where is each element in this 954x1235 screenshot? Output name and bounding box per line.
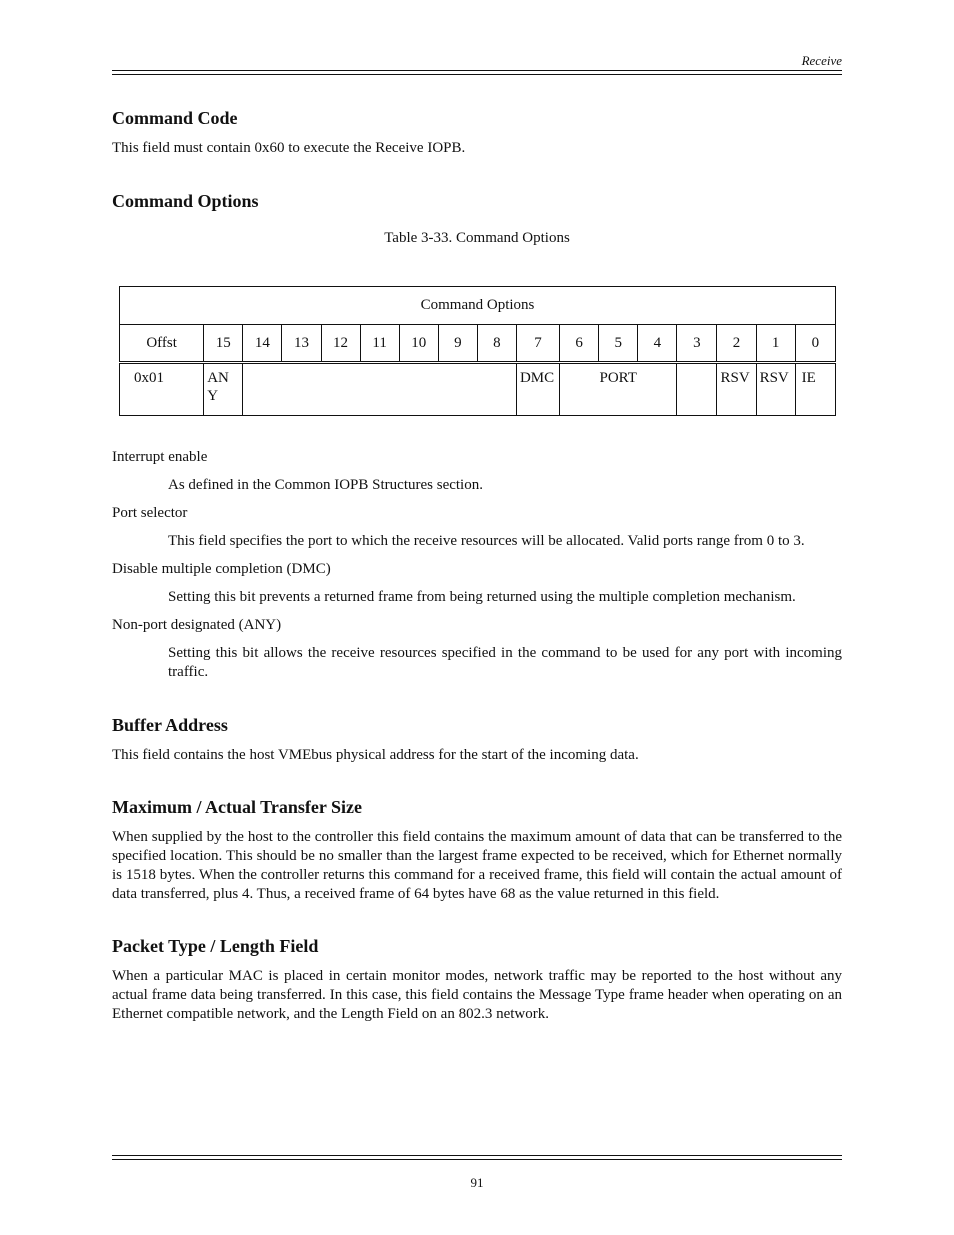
table-title-cell: Command Options <box>120 287 836 325</box>
bit-header-offst: Offst <box>120 325 204 363</box>
bit-header-15: 15 <box>204 325 243 363</box>
buffer-address-text: This field contains the host VMEbus physical address for the start of the incoming data. <box>112 747 639 763</box>
header-rule <box>112 70 842 75</box>
table-title-row <box>120 287 836 325</box>
def-desc-dmc: Setting this bit prevents a returned frame from being returned using the multiple completion mechanism. <box>168 589 796 605</box>
packet-type-text: When a particular MAC is placed in certain monitor modes, network traffic may be reported to the host without any actual frame data being transferred. In this case, this field contains the Message Type frame header when operating on an Ethernet compatible network, and the Length Field on an 802.3 network. <box>112 968 842 1022</box>
def-desc-interrupt-enable: As defined in the Common IOPB Structures section. <box>168 477 483 493</box>
bit-header-0: 0 <box>795 325 835 363</box>
bit-header-4: 4 <box>638 325 677 363</box>
cell-ie: IE <box>795 363 835 416</box>
footer-rule <box>112 1155 842 1160</box>
bit-header-6: 6 <box>560 325 599 363</box>
heading-buffer-address: Buffer Address <box>112 715 228 735</box>
def-term-interrupt-enable: Interrupt enable <box>112 449 208 465</box>
page-number: 91 <box>470 1175 484 1190</box>
bit-header-1: 1 <box>756 325 795 363</box>
bit-header-8: 8 <box>477 325 516 363</box>
bit-header-12: 12 <box>321 325 360 363</box>
command-code-text: This field must contain 0x60 to execute the Receive IOPB. <box>112 140 466 156</box>
cell-bit3 <box>677 363 717 416</box>
def-desc-port-selector: This field specifies the port to which the receive resources will be allocated. Valid ports range from 0 to 3. <box>168 533 805 549</box>
bit-header-9: 9 <box>438 325 477 363</box>
heading-command-code: Command Code <box>112 108 238 128</box>
command-options-table <box>119 286 836 416</box>
def-term-port-selector: Port selector <box>112 505 188 521</box>
table-bit-header-row <box>120 325 836 363</box>
transfer-size-text: When supplied by the host to the controller this field contains the maximum amount of data that can be transferred to the specified location. This should be no smaller than the largest frame expected to be received, which for Ethernet normally is 1518 bytes. When the controller returns this command for a received frame, this field will contain the actual amount of data transferred, plus 4. Thus, a received frame of 64 bytes have 68 as the value returned in this field. <box>112 829 842 902</box>
heading-command-options: Command Options <box>112 191 259 211</box>
bit-header-2: 2 <box>717 325 756 363</box>
table-caption: Table 3-33. Command Options <box>384 230 570 246</box>
cell-port: PORT <box>560 363 677 416</box>
cell-any: AN Y <box>204 363 243 416</box>
cell-dmc: DMC <box>516 363 559 416</box>
cell-rsv-1: RSV <box>756 363 795 416</box>
heading-packet-type: Packet Type / Length Field <box>112 936 319 956</box>
running-head: Receive <box>801 53 842 68</box>
cell-rsv-2: RSV <box>717 363 756 416</box>
cell-offset: 0x01 <box>120 363 204 416</box>
bit-header-14: 14 <box>243 325 282 363</box>
table-value-row <box>120 363 836 416</box>
def-term-any: Non-port designated (ANY) <box>112 617 282 633</box>
def-desc-any: Setting this bit allows the receive resources specified in the command to be used for any port with incoming traffic. <box>168 645 842 680</box>
def-term-dmc: Disable multiple completion (DMC) <box>112 561 331 577</box>
bit-header-5: 5 <box>599 325 638 363</box>
heading-transfer-size: Maximum / Actual Transfer Size <box>112 797 362 817</box>
bit-header-11: 11 <box>360 325 399 363</box>
bit-header-10: 10 <box>399 325 438 363</box>
cell-reserved <box>243 363 517 416</box>
bit-header-3: 3 <box>677 325 717 363</box>
bit-header-13: 13 <box>282 325 321 363</box>
bit-header-7: 7 <box>516 325 559 363</box>
